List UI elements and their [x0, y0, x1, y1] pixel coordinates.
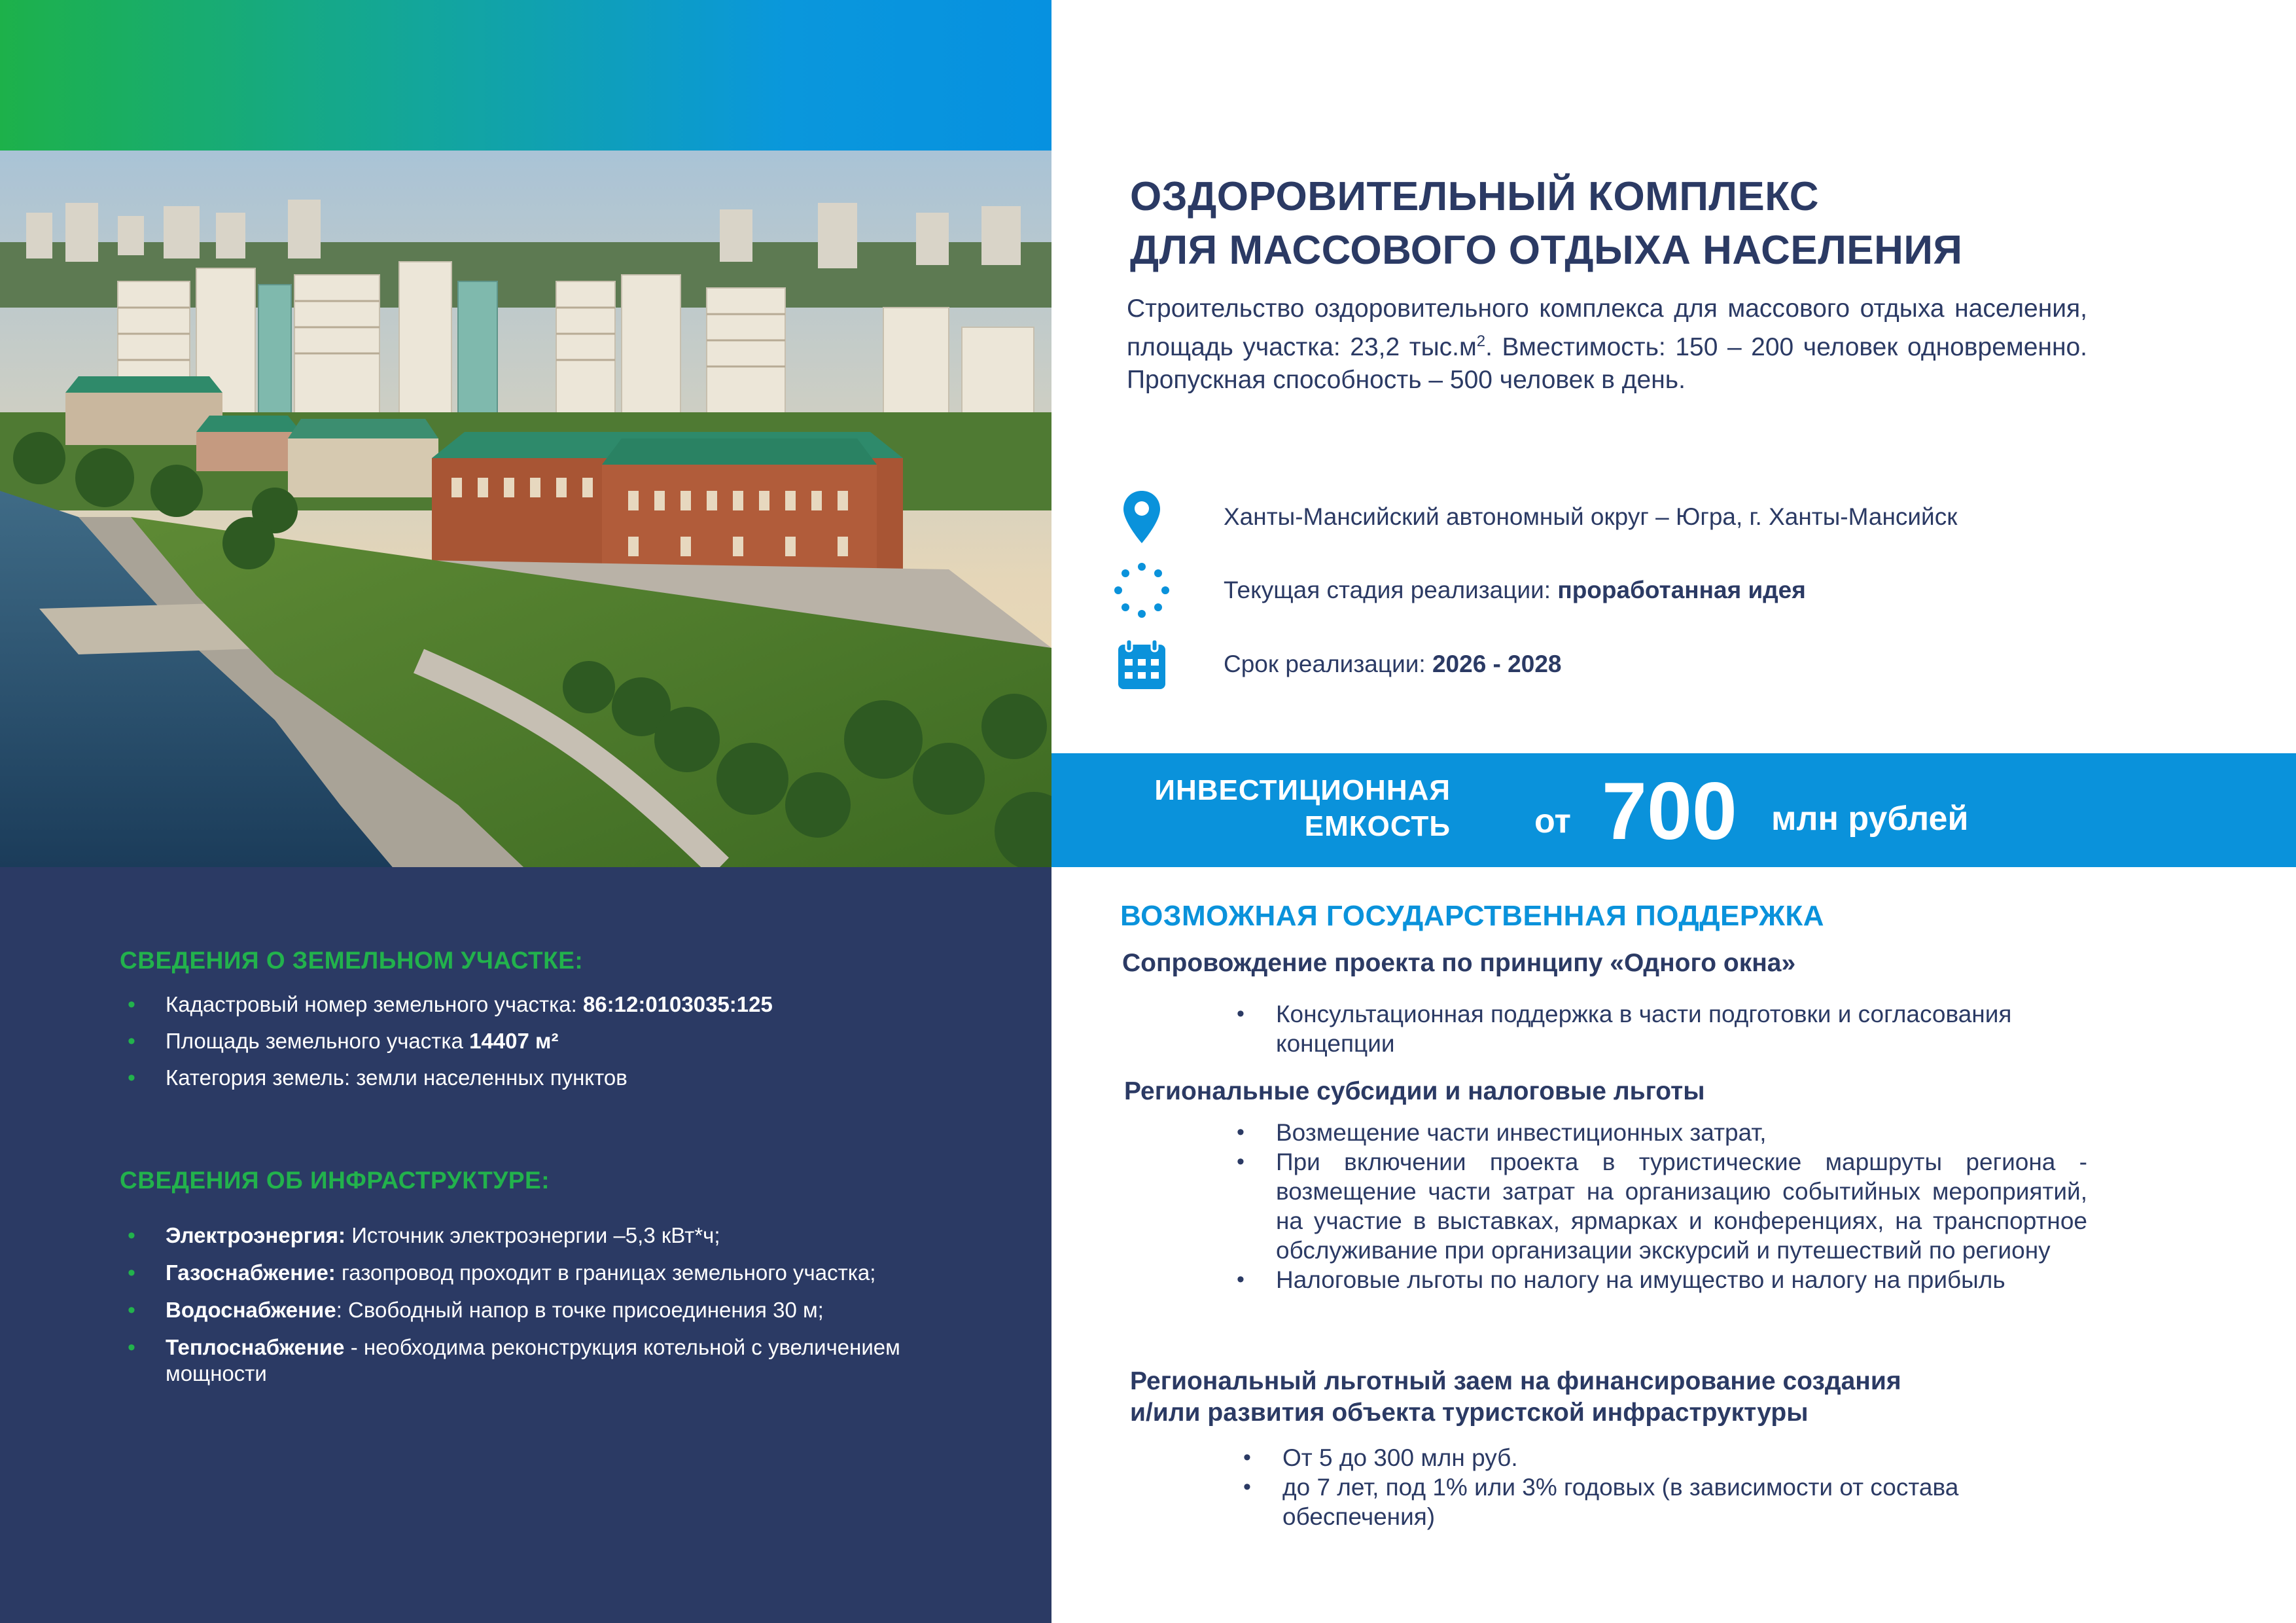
land-item-area: [120, 1028, 970, 1054]
list-item: • От 5 до 300 млн руб.: [1243, 1443, 2055, 1472]
support-list-loan: [1243, 1443, 2055, 1531]
term-value: 2026 - 2028: [1432, 651, 1562, 677]
list-item: • Возмещение части инвестиционных затрат,: [1237, 1118, 2087, 1147]
term-label: Срок реализации:: [1224, 651, 1432, 677]
infra-item-label: Теплоснабжение: [166, 1335, 345, 1359]
land-item-value: 14407 м²: [469, 1029, 559, 1053]
support-section-subsidies: Региональные субсидии и налоговые льготы: [1124, 1077, 1705, 1105]
infra-item-water: [120, 1297, 944, 1323]
support-section-one-window: Сопровождение проекта по принципу «Одного окна»: [1122, 949, 1796, 977]
description-text-cont: . Вместимость: 150 – 200 человек одновременно. Пропускная способность – 500 человек в день.: [1127, 333, 2088, 394]
land-item-category: [120, 1065, 970, 1091]
term-text: [1224, 651, 1561, 678]
infra-item-text: : Свободный напор в точке присоединения 30 м;: [336, 1298, 824, 1322]
loading-dots-icon: [1112, 561, 1171, 620]
location-text: Ханты-Мансийский автономный округ – Югра, г. Ханты-Мансийск: [1224, 503, 1958, 530]
land-heading: СВЕДЕНИЯ О ЗЕМЕЛЬНОМ УЧАСТКЕ:: [120, 947, 584, 974]
support-heading: ВОЗМОЖНАЯ ГОСУДАРСТВЕННАЯ ПОДДЕРЖКА: [1120, 900, 1825, 932]
infra-item-text: газопровод проходит в границах земельного участка;: [335, 1260, 876, 1285]
investment-label: [1051, 772, 1451, 844]
stage-text: [1224, 577, 1806, 604]
list-item: • Налоговые льготы по налогу на имущество и налогу на прибыль: [1237, 1265, 2087, 1294]
infra-item-label: Газоснабжение:: [166, 1260, 336, 1285]
page-title-line1: ОЗДОРОВИТЕЛЬНЫЙ КОМПЛЕКС: [1130, 174, 1820, 219]
page-title-line2: ДЛЯ МАССОВОГО ОТДЫХА НАСЕЛЕНИЯ: [1130, 228, 1963, 273]
support-section-loan: [1130, 1366, 1901, 1429]
infra-item-electricity: [120, 1222, 944, 1249]
info-location: [1112, 488, 2225, 546]
infra-item-heat: [120, 1334, 944, 1387]
loan-title-line1: Региональный льготный заем на финансирование создания: [1130, 1367, 1901, 1395]
land-item-cadastral: [120, 991, 970, 1018]
investment-label-line1: ИНВЕСТИЦИОННАЯ: [1154, 774, 1451, 806]
info-term: [1112, 635, 2225, 694]
city-aerial-photo: [0, 151, 1051, 867]
support-list-one-window: [1237, 999, 2100, 1058]
project-description: [1127, 293, 2087, 397]
support-list-subsidies: [1237, 1118, 2087, 1294]
info-stage: [1112, 561, 2225, 620]
investment-prefix: от: [1534, 802, 1571, 840]
list-item: • При включении проекта в туристические маршруты региона - возмещение части затрат на организацию событийных мероприятий, на участие в выставках, ярмарках и конференциях, на транспортное обслуживание при организации экскурсий и путешествий по региону: [1237, 1147, 2087, 1265]
infra-item-label: Водоснабжение: [166, 1298, 336, 1322]
location-pin-icon: [1112, 488, 1171, 546]
infrastructure-heading: СВЕДЕНИЯ ОБ ИНФРАСТРУКТУРЕ:: [120, 1167, 550, 1194]
list-item: • до 7 лет, под 1% или 3% годовых (в зависимости от состава обеспечения): [1243, 1472, 2055, 1531]
land-item-value: 86:12:0103035:125: [582, 992, 773, 1016]
infra-item-text: - необходима реконструкция котельной с увеличением мощности: [166, 1335, 900, 1385]
list-item: • Консультационная поддержка в части подготовки и согласования концепции: [1237, 999, 2100, 1058]
infrastructure-list: [120, 1222, 944, 1398]
stage-label: Текущая стадия реализации:: [1224, 577, 1558, 603]
land-item-label: Площадь земельного участка: [166, 1029, 470, 1053]
investment-amount: 700: [1602, 766, 1737, 857]
header-gradient-bar: [0, 0, 1051, 151]
infra-item-gas: [120, 1260, 944, 1286]
calendar-icon: [1112, 635, 1171, 694]
land-item-label: Категория земель: земли населенных пунктов: [166, 1065, 627, 1090]
infra-item-label: Электроэнергия:: [166, 1223, 346, 1247]
description-superscript: 2: [1476, 332, 1486, 350]
investment-label-line2: ЕМКОСТЬ: [1304, 810, 1451, 842]
page-title: [1130, 170, 2144, 277]
infra-item-text: Источник электроэнергии –5,3 кВт*ч;: [345, 1223, 720, 1247]
description-text: Строительство оздоровительного комплекса для массового отдыха населения, площадь участка: 23,2 тыс.м: [1127, 294, 2087, 361]
land-item-label: Кадастровый номер земельного участка:: [166, 992, 583, 1016]
loan-title-line2: и/или развития объекта туристской инфраструктуры: [1130, 1399, 1809, 1427]
land-list: [120, 991, 970, 1101]
investment-unit: млн рублей: [1771, 800, 1969, 838]
stage-value: проработанная идея: [1557, 577, 1806, 603]
